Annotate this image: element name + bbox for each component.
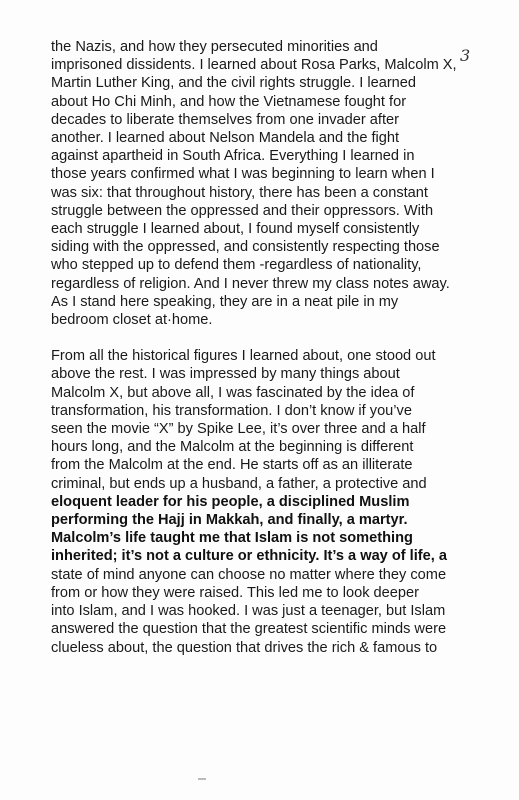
paragraph-2 [51,347,491,656]
text-line: criminal, but ends up a husband, a father, a protective and [51,475,427,492]
text-line: from the Malcolm at the end. He starts off as an illiterate [51,457,413,474]
text-line: regardless of religion. And I never threw my class notes away. [51,275,450,292]
text-line: who stepped up to defend them -regardless of nationality, [51,257,422,274]
text-line: From all the historical figures I learned about, one stood out [51,348,436,365]
text-line: the Nazis, and how they persecuted minorities and [51,39,378,55]
text-line: about Ho Chi Minh, and how the Vietnamese fought for [51,93,407,110]
text-line: seen the movie “X” by Spike Lee, it’s over three and a half [51,421,426,438]
text-line: hours long, and the Malcolm at the beginning is different [51,439,414,456]
text-line: Malcolm X, but above all, I was fascinated by the idea of [51,384,415,401]
text-line: state of mind anyone can choose no matter where they come [51,566,447,583]
text-line: Malcolm’s life taught me that Islam is not something [51,530,413,547]
text-line: answered the question that the greatest scientific minds were [51,621,447,638]
text-line: those years confirmed what I was beginning to learn when I [51,166,435,183]
text-line: from or how they were raised. This led me to look deeper [51,584,419,601]
text-line: struggle between the oppressed and their oppressors. With [51,202,434,219]
text-line: above the rest. I was impressed by many things about [51,366,400,383]
text-line: siding with the oppressed, and consistently respecting those [51,239,440,256]
text-line: each struggle I learned about, I found myself consistently [51,221,420,238]
text-line: As I stand here speaking, they are in a neat pile in my [51,293,399,310]
body-text [51,38,491,657]
text-line: against apartheid in South Africa. Everything I learned in [51,148,415,165]
text-line: transformation, his transformation. I don’t know if you’ve [51,402,412,419]
paragraph-gap [51,329,491,347]
text-line: eloquent leader for his people, a disciplined Muslim [51,493,410,510]
page-number: 3 [460,46,471,65]
text-line: clueless about, the question that drives the rich & famous to [51,639,438,656]
text-line: was six: that throughout history, there has been a constant [51,184,428,201]
text-line: decades to liberate themselves from one invader after [51,111,400,128]
paragraph-1 [51,38,491,329]
text-line: inherited; it’s not a culture or ethnicity. It’s a way of life, a [51,548,447,565]
text-line: Martin Luther King, and the civil rights struggle. I learned [51,75,417,92]
text-line: bedroom closet at·home. [51,312,213,329]
text-line: performing the Hajj in Makkah, and finally, a martyr. [51,512,408,529]
text-line: imprisoned dissidents. I learned about Rosa Parks, Malcolm X, [51,57,457,74]
scan-mark [198,778,206,780]
text-line: another. I learned about Nelson Mandela and the fight [51,130,400,147]
text-line: into Islam, and I was hooked. I was just a teenager, but Islam [51,603,446,620]
